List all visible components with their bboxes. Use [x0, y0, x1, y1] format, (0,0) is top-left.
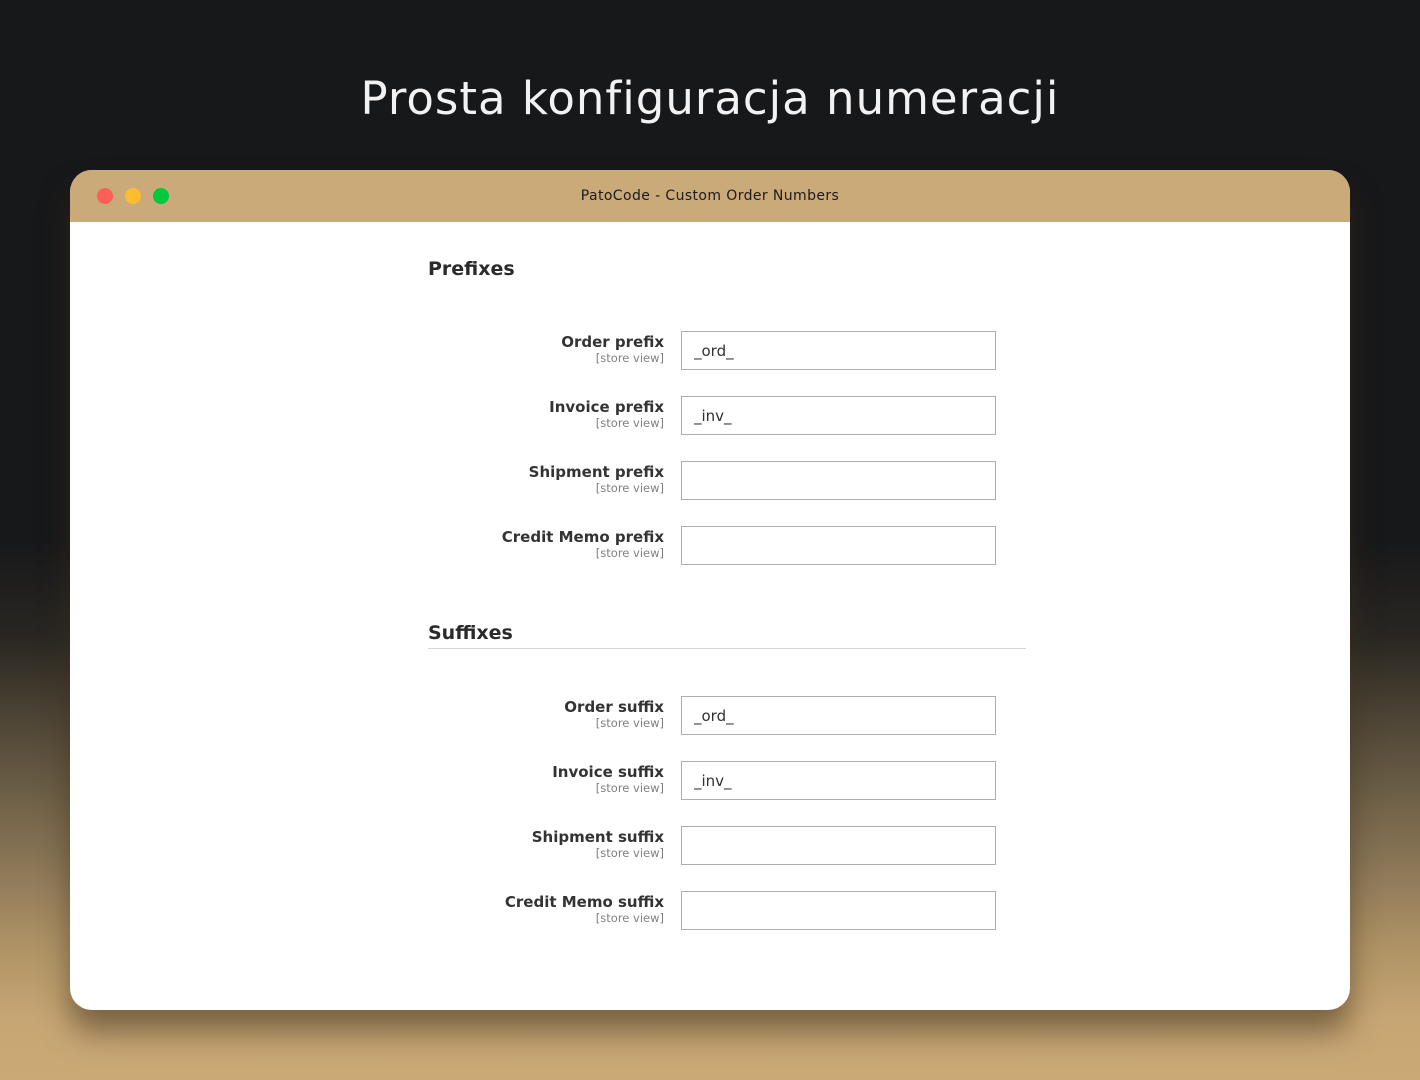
label-text: Credit Memo prefix — [501, 528, 664, 546]
field-order-suffix — [428, 696, 998, 736]
section-title-suffixes: Suffixes — [428, 622, 513, 644]
window-titlebar — [70, 170, 1350, 222]
invoice-prefix-input[interactable] — [681, 396, 996, 435]
field-credit-memo-suffix — [428, 891, 998, 931]
scope-hint: [store view] — [595, 716, 664, 730]
order-prefix-input[interactable] — [681, 331, 996, 370]
shipment-prefix-input[interactable] — [681, 461, 996, 500]
field-order-prefix — [428, 331, 998, 371]
order-suffix-input[interactable] — [681, 696, 996, 735]
scope-hint: [store view] — [595, 351, 664, 365]
window-title: PatoCode - Custom Order Numbers — [580, 188, 840, 204]
label-text: Invoice prefix — [549, 398, 664, 416]
field-label — [561, 333, 664, 365]
field-shipment-suffix — [428, 826, 998, 866]
credit-memo-prefix-input[interactable] — [681, 526, 996, 565]
label-text: Shipment suffix — [531, 828, 664, 846]
app-window — [70, 170, 1350, 1010]
field-label — [529, 463, 664, 495]
scope-hint: [store view] — [595, 546, 664, 560]
label-text: Credit Memo suffix — [504, 893, 664, 911]
config-form — [70, 222, 1350, 1010]
scope-hint: [store view] — [595, 481, 664, 495]
section-divider — [428, 648, 1026, 649]
label-text: Order suffix — [564, 698, 664, 716]
field-invoice-suffix — [428, 761, 998, 801]
invoice-suffix-input[interactable] — [681, 761, 996, 800]
field-credit-memo-prefix — [428, 526, 998, 566]
field-label — [549, 398, 664, 430]
scope-hint: [store view] — [595, 781, 664, 795]
scope-hint: [store view] — [595, 911, 664, 925]
section-title-prefixes: Prefixes — [428, 258, 515, 280]
label-text: Invoice suffix — [552, 763, 664, 781]
field-label — [505, 893, 664, 925]
label-text: Order prefix — [561, 333, 664, 351]
page-headline: Prosta konfiguracja numeracji — [360, 72, 1060, 125]
field-label — [532, 828, 664, 860]
scope-hint: [store view] — [595, 416, 664, 430]
shipment-suffix-input[interactable] — [681, 826, 996, 865]
field-label — [552, 763, 664, 795]
field-label — [564, 698, 664, 730]
scope-hint: [store view] — [595, 846, 664, 860]
label-text: Shipment prefix — [528, 463, 664, 481]
field-shipment-prefix — [428, 461, 998, 501]
field-label — [502, 528, 664, 560]
field-invoice-prefix — [428, 396, 998, 436]
credit-memo-suffix-input[interactable] — [681, 891, 996, 930]
